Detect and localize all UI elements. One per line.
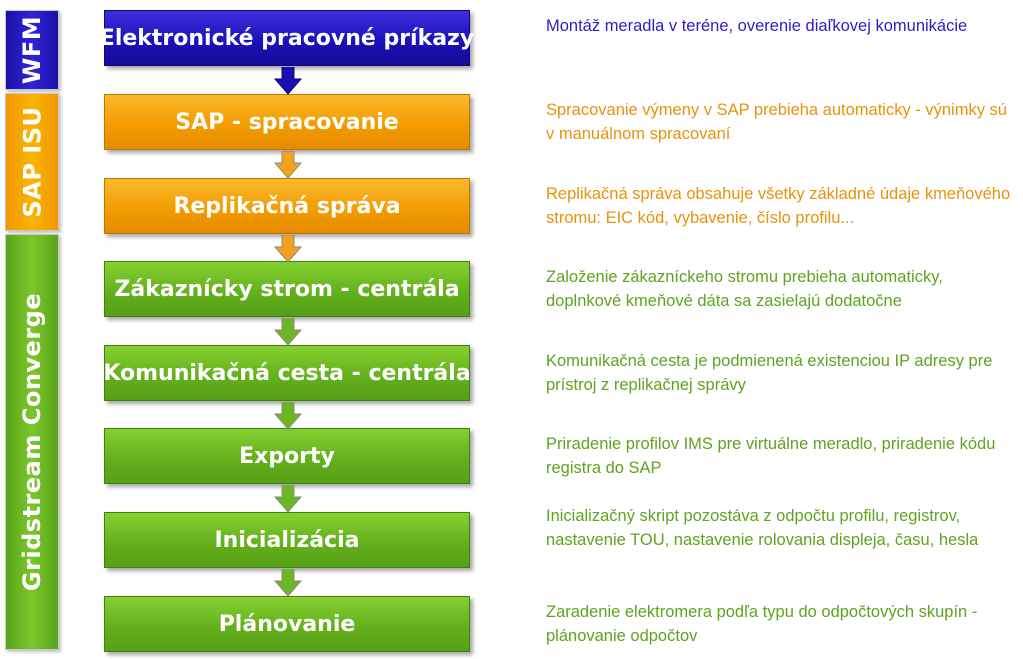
step-description: Inicializačný skript pozostáva z odpočtu profilu, registrov, nastavenie TOU, nastavenie rolovania displeja, času, hesla xyxy=(546,507,979,549)
arrow-down-icon xyxy=(274,318,302,346)
arrow-down-icon xyxy=(274,569,302,597)
step-communication-path: Komunikačná cesta - centrála xyxy=(104,345,470,401)
step-description: Priradenie profilov IMS pre virtuálne meradlo, priradenie kódu registra do SAP xyxy=(546,435,996,477)
step-work-orders: Elektronické pracovné príkazy xyxy=(104,10,470,66)
lane-gridstream-converge-label: Gridstream Converge xyxy=(18,292,46,592)
step-description: Spracovanie výmeny v SAP prebieha automaticky - výnimky sú v manuálnom spracovaní xyxy=(546,101,1007,143)
step-description: Montáž meradla v teréne, overenie diaľkovej komunikácie xyxy=(546,17,968,35)
step-replication-message: Replikačná správa xyxy=(104,178,470,234)
arrow-down-icon xyxy=(274,67,302,95)
step-description: Replikačná správa obsahuje všetky základné údaje kmeňového stromu: EIC kód, vybavenie, číslo profilu... xyxy=(546,185,1011,227)
step-description: Zaradenie elektromera podľa typu do odpočtových skupín - plánovanie odpočtov xyxy=(546,603,978,645)
arrow-down-icon xyxy=(274,151,302,179)
step-description: Založenie zákazníckeho stromu prebieha automaticky, doplnkové kmeňové dáta sa zasielajú dodatočne xyxy=(546,268,943,310)
step-initialization: Inicializácia xyxy=(104,512,470,568)
step-customer-tree: Zákaznícky strom - centrála xyxy=(104,261,470,317)
lane-wfm xyxy=(5,10,59,90)
lane-sap-isu xyxy=(5,93,59,231)
arrow-down-icon xyxy=(274,402,302,430)
arrow-down-icon xyxy=(274,235,302,263)
step-sap-processing: SAP - spracovanie xyxy=(104,94,470,150)
lane-sap-isu-label: SAP ISU xyxy=(18,106,47,218)
lane-wfm-label: WFM xyxy=(18,15,46,85)
step-description: Komunikačná cesta je podmienená existenciou IP adresy pre prístroj z replikačnej správy xyxy=(546,352,993,394)
step-exports: Exporty xyxy=(104,428,470,484)
lane-gridstream-converge xyxy=(5,234,59,650)
step-planning: Plánovanie xyxy=(104,596,470,652)
arrow-down-icon xyxy=(274,485,302,513)
